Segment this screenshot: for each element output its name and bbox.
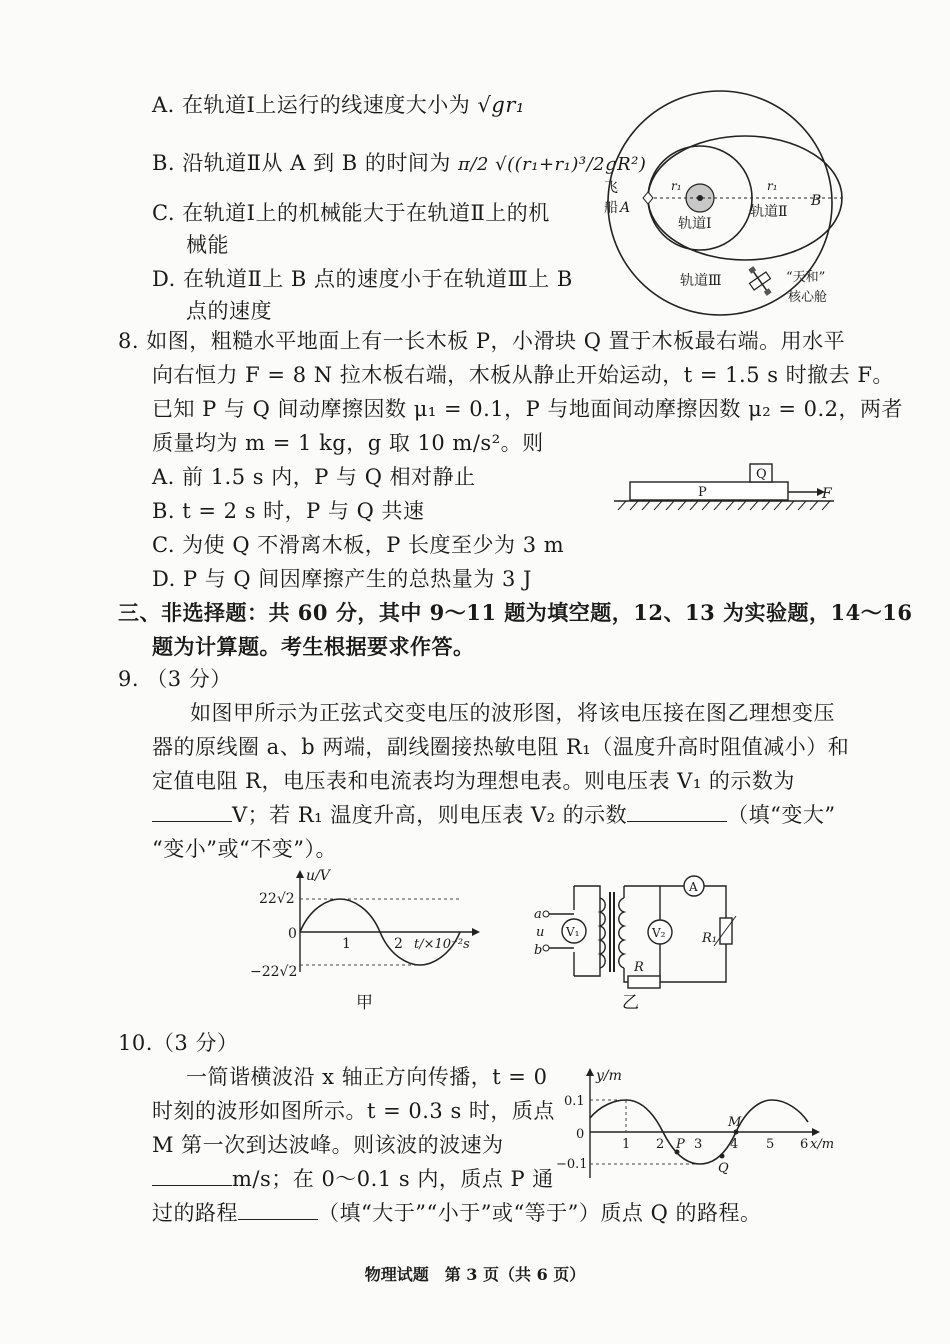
q9-line-4 <box>152 800 836 830</box>
figW-ytop: 0.1 <box>564 1094 585 1109</box>
q10-line-1: 一简谐横波沿 x 轴正方向传播，t = 0 <box>186 1065 548 1089</box>
figW-xlabel: x/m <box>810 1137 835 1152</box>
label-point-a: A <box>620 200 631 216</box>
figW-tick-3: 3 <box>694 1137 703 1152</box>
q10-blank-2[interactable] <box>238 1201 318 1220</box>
figA-zero: 0 <box>288 926 297 942</box>
q7-option-c-line1: C. 在轨道Ⅰ上的机械能大于在轨道Ⅱ上的机 <box>152 201 550 225</box>
figA-caption: 甲 <box>356 993 373 1013</box>
label-orbit-3: 轨道Ⅲ <box>680 273 722 289</box>
figA-ybot: −22√2 <box>250 964 298 980</box>
point-q <box>720 1154 725 1159</box>
sine-wave-figure <box>246 868 516 1016</box>
q8-line-3: 已知 P 与 Q 间动摩擦因数 μ₁ = 0.1，P 与地面间动摩擦因数 μ₂ = 0.2，两者 <box>152 397 904 421</box>
plank-p <box>630 482 788 500</box>
q10-blank-1[interactable] <box>152 1167 232 1186</box>
label-u: u <box>536 925 545 940</box>
q10-line-5 <box>152 1198 761 1228</box>
q7-option-d-line2: 点的速度 <box>186 299 272 323</box>
q7-option-a-text: A. 在轨道Ⅰ上运行的线速度大小为 <box>152 93 471 117</box>
label-ship-2: 船 <box>604 200 618 216</box>
label-ship: 飞 <box>604 180 618 196</box>
q9-line-4b: （填“变大” <box>727 803 836 827</box>
figA-tick-1: 1 <box>342 936 351 952</box>
q8-line-2: 向右恒力 F = 8 N 拉木板右端，木板从静止开始运动，t = 1.5 s 时撤去 F。 <box>152 363 894 387</box>
q7-option-d-line1: D. 在轨道Ⅱ上 B 点的速度小于在轨道Ⅲ上 B <box>152 267 573 291</box>
q9-head: 9. （3 分） <box>118 667 232 691</box>
label-orbit-2: 轨道Ⅱ <box>750 204 788 220</box>
tianhe-station-icon <box>743 262 778 300</box>
label-q: Q <box>756 467 767 482</box>
figW-zero: 0 <box>576 1127 585 1142</box>
q9-line-1: 如图甲所示为正弦式交变电压的波形图，将该电压接在图乙理想变压 <box>190 701 835 725</box>
q9-blank-1[interactable] <box>152 803 232 822</box>
figA-ytop: 22√2 <box>259 891 295 907</box>
q10-head: 10.（3 分） <box>118 1031 239 1055</box>
figA-y-arrow <box>296 870 304 878</box>
secondary-coil <box>619 898 624 968</box>
q10-line-5b: （填“大于”“小于”或“等于”）质点 Q 的路程。 <box>318 1201 762 1225</box>
label-r: R <box>634 960 644 975</box>
q9-line-5: “变小”或“不变”）。 <box>152 837 337 861</box>
figB-caption: 乙 <box>622 993 639 1013</box>
resistor-r <box>628 976 660 988</box>
label-p: P <box>698 485 707 500</box>
label-f: F <box>822 486 832 502</box>
q7-option-b <box>152 148 646 180</box>
wave-figure <box>546 1064 836 1184</box>
label-r1-b: r₁ <box>767 179 778 193</box>
q8-line-4: 质量均为 m = 1 kg，g 取 10 m/s²。则 <box>152 431 544 455</box>
figW-tick-5: 5 <box>766 1137 775 1152</box>
label-r1-a: r₁ <box>671 179 682 193</box>
figW-y-arrow <box>586 1068 594 1076</box>
figW-x-arrow <box>812 1128 820 1136</box>
q10-line-2: 时刻的波形如图所示。t = 0.3 s 时，质点 <box>152 1099 555 1123</box>
q7-option-b-text: B. 沿轨道Ⅱ从 A 到 B 的时间为 <box>152 151 451 175</box>
q10-line-4-text: m/s；在 0～0.1 s 内，质点 P 通 <box>232 1167 554 1191</box>
label-a: a <box>534 907 542 922</box>
q9-blank-2[interactable] <box>627 803 727 822</box>
figW-tick-1: 1 <box>622 1137 631 1152</box>
point-m <box>734 1130 739 1135</box>
label-v1: V₁ <box>566 925 580 939</box>
q8-option-a: A. 前 1.5 s 内，P 与 Q 相对静止 <box>152 465 476 489</box>
label-orbit-1: 轨道Ⅰ <box>678 216 712 232</box>
q9-line-4a: V；若 R₁ 温度升高，则电压表 V₂ 的示数 <box>232 803 628 827</box>
figW-ylabel: y/m <box>596 1068 622 1084</box>
q7-option-c-line2: 械能 <box>186 233 229 257</box>
figA-xlabel: t/×10⁻²s <box>414 937 470 952</box>
q10-line-4 <box>152 1164 554 1194</box>
figW-ticks <box>622 1137 808 1152</box>
label-b: b <box>534 943 543 958</box>
figW-tick-6: 6 <box>800 1137 809 1152</box>
figA-tick-2: 2 <box>394 936 403 952</box>
label-q-point: Q <box>718 1161 729 1176</box>
page-footer: 物理试题 第 3 页（共 6 页） <box>364 1265 586 1284</box>
q7-option-b-formula: π/2 √((r₁+r₁)³/2gR²) <box>458 154 647 175</box>
thermistor-r1 <box>720 918 732 944</box>
terminal-a <box>543 911 549 917</box>
q8-option-c: C. 为使 Q 不滑离木板，P 长度至少为 3 m <box>152 533 565 557</box>
q10-line-3: M 第一次到达波峰。则该波的波速为 <box>152 1133 504 1157</box>
section-3-line-2: 题为计算题。考生根据要求作答。 <box>152 634 475 659</box>
figW-ybot: −0.1 <box>556 1157 588 1172</box>
figA-x-arrow <box>472 928 480 936</box>
plank-figure <box>612 458 837 518</box>
spaceship-icon <box>643 192 653 204</box>
q8-option-d: D. P 与 Q 间因摩擦产生的总热量为 3 J <box>152 567 532 591</box>
figW-tick-4: 4 <box>730 1137 739 1152</box>
section-3-line-1: 三、非选择题：共 60 分，其中 9～11 题为填空题，12、13 为实验题，14～16 <box>118 600 913 625</box>
q8-line-1: 8. 如图，粗糙水平地面上有一长木板 P，小滑块 Q 置于木板最右端。用水平 <box>118 329 846 353</box>
figA-ylabel: u/V <box>306 868 330 884</box>
q7-option-a-formula: √gr₁ <box>477 93 525 117</box>
label-ammeter: A <box>689 880 698 894</box>
q7-option-a <box>152 90 525 120</box>
q10-line-5a: 过的路程 <box>152 1201 238 1225</box>
label-point-b: B <box>811 193 822 209</box>
q9-line-2: 器的原线圈 a、b 两端，副线圈接热敏电阻 R₁（温度升高时阻值减小）和 <box>152 735 850 759</box>
label-r1: R₁ <box>702 931 717 946</box>
label-m-point: M <box>728 1115 742 1130</box>
label-station-2: 核心舱 <box>788 290 828 305</box>
q8-option-b: B. t = 2 s 时，P 与 Q 共速 <box>152 499 425 523</box>
transformer-circuit-figure <box>530 868 750 1016</box>
label-v2: V₂ <box>652 926 666 940</box>
primary-coil <box>600 898 605 968</box>
ground-hatching <box>618 501 830 510</box>
orbit-figure <box>600 88 840 318</box>
figW-tick-2: 2 <box>656 1137 665 1152</box>
q9-line-3: 定值电阻 R，电压表和电流表均为理想电表。则电压表 V₁ 的示数为 <box>152 769 795 793</box>
label-station-1: “天和” <box>786 270 826 285</box>
label-p-point: P <box>676 1137 685 1152</box>
terminal-b <box>543 945 549 951</box>
